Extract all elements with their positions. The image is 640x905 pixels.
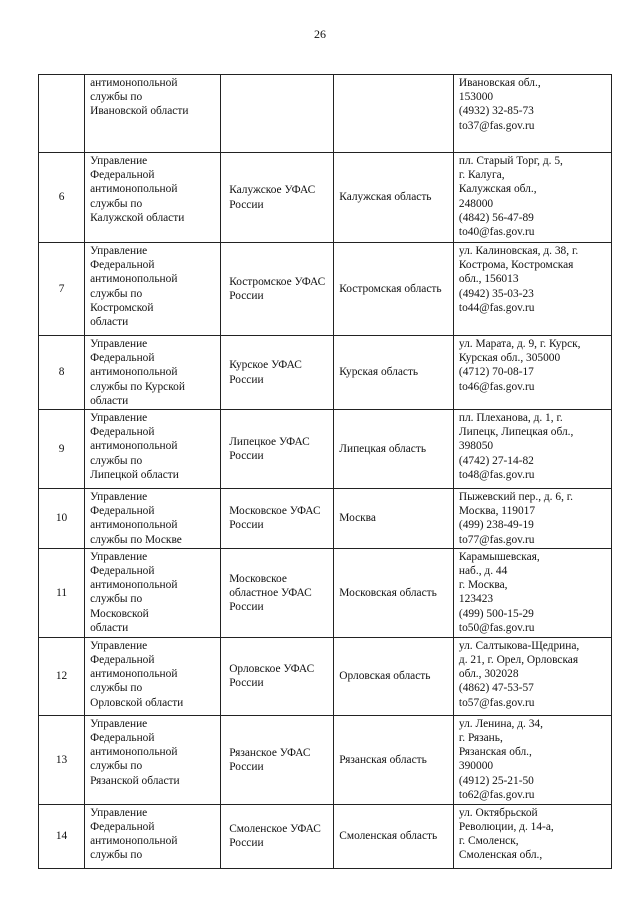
office-name-line: Ивановской области bbox=[90, 105, 189, 118]
contact-line: Революции, д. 14-а, bbox=[458, 821, 554, 834]
region bbox=[334, 75, 454, 153]
office-name-line: антимонопольной bbox=[90, 273, 178, 286]
office-name-line: антимонопольной bbox=[90, 746, 178, 759]
office-name-line: Федеральной bbox=[90, 259, 155, 272]
table-row bbox=[39, 75, 612, 153]
office-short-name-text: Смоленское УФАС России bbox=[229, 823, 321, 850]
region-text: Липецкая область bbox=[339, 442, 427, 455]
office-name bbox=[85, 336, 221, 410]
table-row bbox=[39, 548, 612, 637]
contact-line: to37@fas.gov.ru bbox=[458, 119, 535, 132]
office-short-name bbox=[221, 715, 334, 804]
office-short-name-text: Калужское УФАС России bbox=[229, 184, 316, 211]
region bbox=[334, 336, 454, 410]
office-short-name-text: Московское УФАС России bbox=[229, 505, 321, 532]
office-short-name bbox=[221, 804, 334, 868]
office-name-line: Управление bbox=[90, 491, 148, 504]
contact-line: (499) 500-15-29 bbox=[458, 607, 534, 620]
office-short-name bbox=[221, 548, 334, 637]
contact-line: ул. Марата, д. 9, г. Курск, bbox=[458, 338, 581, 350]
table-row bbox=[39, 410, 612, 489]
office-short-name-text: Костромское УФАС России bbox=[229, 275, 326, 302]
contact-line: ул. Ленина, д. 34, bbox=[458, 717, 543, 730]
office-name-line: Федеральной bbox=[90, 565, 155, 578]
contact-line: г. Москва, bbox=[458, 579, 508, 592]
office-name bbox=[85, 715, 221, 804]
row-number: 7 bbox=[39, 243, 85, 336]
office-name-line: Федеральной bbox=[90, 821, 155, 834]
office-name-line: службы по bbox=[90, 682, 143, 695]
office-short-name bbox=[221, 410, 334, 489]
office-short-name bbox=[221, 243, 334, 336]
office-name-line: Липецкой области bbox=[90, 468, 179, 481]
office-name-line: Управление bbox=[90, 639, 148, 652]
office-name bbox=[85, 637, 221, 715]
row-number: 10 bbox=[39, 489, 85, 549]
office-name-line: Управление bbox=[90, 338, 148, 350]
contact-line: (4912) 25-21-50 bbox=[458, 774, 534, 787]
office-name-line: Федеральной bbox=[90, 654, 155, 667]
contact-line: to44@fas.gov.ru bbox=[458, 301, 535, 314]
contact-line: Карамышевская, bbox=[458, 550, 540, 563]
office-name-line: Калужской области bbox=[90, 211, 185, 224]
office-name-line: Управление bbox=[90, 717, 148, 730]
office-name-line: службы по bbox=[90, 91, 143, 104]
office-name-line: службы по bbox=[90, 197, 143, 210]
row-number: 8 bbox=[39, 336, 85, 410]
contact-line: г. Смоленск, bbox=[458, 835, 519, 848]
office-name-line: области bbox=[90, 394, 129, 407]
contact-line: пл. Старый Торг, д. 5, bbox=[458, 155, 563, 167]
office-name bbox=[85, 548, 221, 637]
contact-line: to50@fas.gov.ru bbox=[458, 621, 535, 634]
office-name-line: Федеральной bbox=[90, 426, 155, 439]
contact-line: ул. Октябрьской bbox=[458, 806, 538, 819]
office-name-line: службы по bbox=[90, 454, 143, 467]
office-short-name bbox=[221, 489, 334, 549]
office-name-line: области bbox=[90, 316, 129, 329]
contact-line: г. Калуга, bbox=[458, 169, 505, 182]
contact-line: (499) 238-49-19 bbox=[458, 519, 534, 532]
table-row bbox=[39, 804, 612, 868]
office-short-name-text: Рязанское УФАС России bbox=[229, 746, 311, 773]
office-name-line: Костромской bbox=[90, 301, 154, 314]
office-name-line: области bbox=[90, 621, 129, 634]
contact-line: 248000 bbox=[458, 197, 494, 210]
contact-line: Москва, 119017 bbox=[458, 505, 536, 518]
office-short-name-text: Курское УФАС России bbox=[229, 359, 302, 386]
office-name-line: антимонопольной bbox=[90, 77, 178, 89]
table-row bbox=[39, 715, 612, 804]
office-short-name bbox=[221, 75, 334, 153]
contact-line: наб., д. 44 bbox=[458, 565, 508, 578]
table-body bbox=[39, 75, 612, 869]
contact-line: to48@fas.gov.ru bbox=[458, 468, 535, 481]
contact-line: (4942) 35-03-23 bbox=[458, 287, 534, 300]
office-name-line: службы по bbox=[90, 760, 143, 773]
row-number: 11 bbox=[39, 548, 85, 637]
contact-line: Рязанская обл., bbox=[458, 746, 532, 759]
contact-line: to62@fas.gov.ru bbox=[458, 788, 535, 801]
office-short-name bbox=[221, 637, 334, 715]
contact-line: Ивановская обл., bbox=[458, 77, 541, 89]
contacts bbox=[453, 715, 611, 804]
contacts bbox=[453, 410, 611, 489]
contact-line: ул. Калиновская, д. 38, г. bbox=[458, 245, 579, 257]
contact-line: г. Рязань, bbox=[458, 732, 503, 745]
region-text: Московская область bbox=[339, 586, 437, 599]
row-number: 12 bbox=[39, 637, 85, 715]
region bbox=[334, 637, 454, 715]
region-text: Рязанская область bbox=[339, 753, 427, 766]
contact-line: (4712) 70-08-17 bbox=[458, 366, 534, 379]
contacts bbox=[453, 336, 611, 410]
contact-line: (4932) 32-85-73 bbox=[458, 105, 534, 118]
office-name-line: Московской bbox=[90, 607, 149, 620]
region bbox=[334, 410, 454, 489]
contact-line: to57@fas.gov.ru bbox=[458, 696, 535, 709]
office-name bbox=[85, 410, 221, 489]
office-name-line: антимонопольной bbox=[90, 519, 178, 532]
office-name-line: Федеральной bbox=[90, 352, 155, 365]
contact-line: 123423 bbox=[458, 593, 494, 606]
row-number: 14 bbox=[39, 804, 85, 868]
office-name-line: Орловской области bbox=[90, 696, 184, 709]
contacts bbox=[453, 548, 611, 637]
page-number: 26 bbox=[314, 27, 326, 41]
contact-line: Липецк, Липецкая обл., bbox=[458, 426, 574, 439]
contact-line: ул. Салтыкова-Щедрина, bbox=[458, 639, 580, 652]
contact-line: Смоленская обл., bbox=[458, 849, 543, 862]
table-row bbox=[39, 153, 612, 243]
office-name-line: антимонопольной bbox=[90, 835, 178, 848]
office-name bbox=[85, 75, 221, 153]
office-name-line: Управление bbox=[90, 245, 148, 257]
office-name-line: службы по bbox=[90, 287, 143, 300]
contacts bbox=[453, 637, 611, 715]
table-row bbox=[39, 637, 612, 715]
row-number: 9 bbox=[39, 410, 85, 489]
contact-line: Кострома, Костромская bbox=[458, 259, 574, 272]
table-row bbox=[39, 243, 612, 336]
region bbox=[334, 548, 454, 637]
office-name-line: Управление bbox=[90, 806, 148, 819]
office-short-name-text: Липецкое УФАС России bbox=[229, 435, 310, 463]
contacts bbox=[453, 243, 611, 336]
office-short-name bbox=[221, 153, 334, 243]
office-name-line: Федеральной bbox=[90, 732, 155, 745]
contact-line: to46@fas.gov.ru bbox=[458, 380, 535, 393]
office-name bbox=[85, 153, 221, 243]
office-name-line: антимонопольной bbox=[90, 183, 178, 196]
contact-line: to40@fas.gov.ru bbox=[458, 226, 535, 239]
contact-line: обл., 302028 bbox=[458, 668, 519, 681]
table-row bbox=[39, 489, 612, 549]
office-name-line: службы по bbox=[90, 849, 143, 862]
office-name-line: антимонопольной bbox=[90, 668, 178, 681]
contact-line: Курская обл., 305000 bbox=[458, 352, 561, 365]
contact-line: Пыжевский пер., д. 6, г. bbox=[458, 491, 574, 504]
region bbox=[334, 153, 454, 243]
region bbox=[334, 804, 454, 868]
office-name-line: службы по bbox=[90, 593, 143, 606]
office-name-line: Федеральной bbox=[90, 169, 155, 182]
contact-line: Калужская обл., bbox=[458, 183, 537, 196]
office-name-line: Рязанской области bbox=[90, 774, 180, 787]
region-text: Курская область bbox=[339, 366, 419, 379]
contact-line: (4742) 27-14-82 bbox=[458, 454, 534, 467]
office-name-line: службы по Москве bbox=[90, 533, 182, 546]
office-name-line: антимонопольной bbox=[90, 579, 178, 592]
table-row bbox=[39, 336, 612, 410]
office-name bbox=[85, 804, 221, 868]
office-name-line: Управление bbox=[90, 550, 148, 563]
region-text: Костромская область bbox=[339, 282, 442, 295]
contacts bbox=[453, 489, 611, 549]
contact-line: д. 21, г. Орел, Орловская bbox=[458, 654, 579, 667]
region-text: Смоленская область bbox=[339, 830, 438, 843]
contacts bbox=[453, 153, 611, 243]
office-name-line: Федеральной bbox=[90, 505, 155, 518]
contacts bbox=[453, 75, 611, 153]
office-short-name bbox=[221, 336, 334, 410]
contact-line: 398050 bbox=[458, 440, 494, 453]
region-text: Москва bbox=[339, 512, 376, 525]
region-text: Орловская область bbox=[339, 670, 431, 683]
region bbox=[334, 243, 454, 336]
contacts bbox=[453, 804, 611, 868]
contact-line: to77@fas.gov.ru bbox=[458, 533, 535, 546]
office-name-line: Управление bbox=[90, 412, 148, 425]
region bbox=[334, 715, 454, 804]
row-number: 13 bbox=[39, 715, 85, 804]
office-name bbox=[85, 243, 221, 336]
contact-line: (4842) 56-47-89 bbox=[458, 211, 534, 224]
region bbox=[334, 489, 454, 549]
contact-line: пл. Плеханова, д. 1, г. bbox=[458, 412, 563, 425]
office-name-line: Управление bbox=[90, 155, 148, 167]
contact-line: 153000 bbox=[458, 91, 494, 104]
office-name-line: службы по Курской bbox=[90, 380, 185, 393]
office-name-line: антимонопольной bbox=[90, 440, 178, 453]
contact-line: 390000 bbox=[458, 760, 494, 773]
office-name-line: антимонопольной bbox=[90, 366, 178, 379]
office-short-name-text: Орловское УФАС России bbox=[229, 663, 315, 690]
office-name bbox=[85, 489, 221, 549]
fas-offices-table bbox=[38, 74, 612, 869]
contact-line: (4862) 47-53-57 bbox=[458, 682, 534, 695]
row-number bbox=[39, 75, 85, 153]
contact-line: обл., 156013 bbox=[458, 273, 519, 286]
region-text: Калужская область bbox=[339, 191, 432, 204]
row-number: 6 bbox=[39, 153, 85, 243]
office-short-name-text: Московское областное УФАС России bbox=[229, 572, 312, 613]
